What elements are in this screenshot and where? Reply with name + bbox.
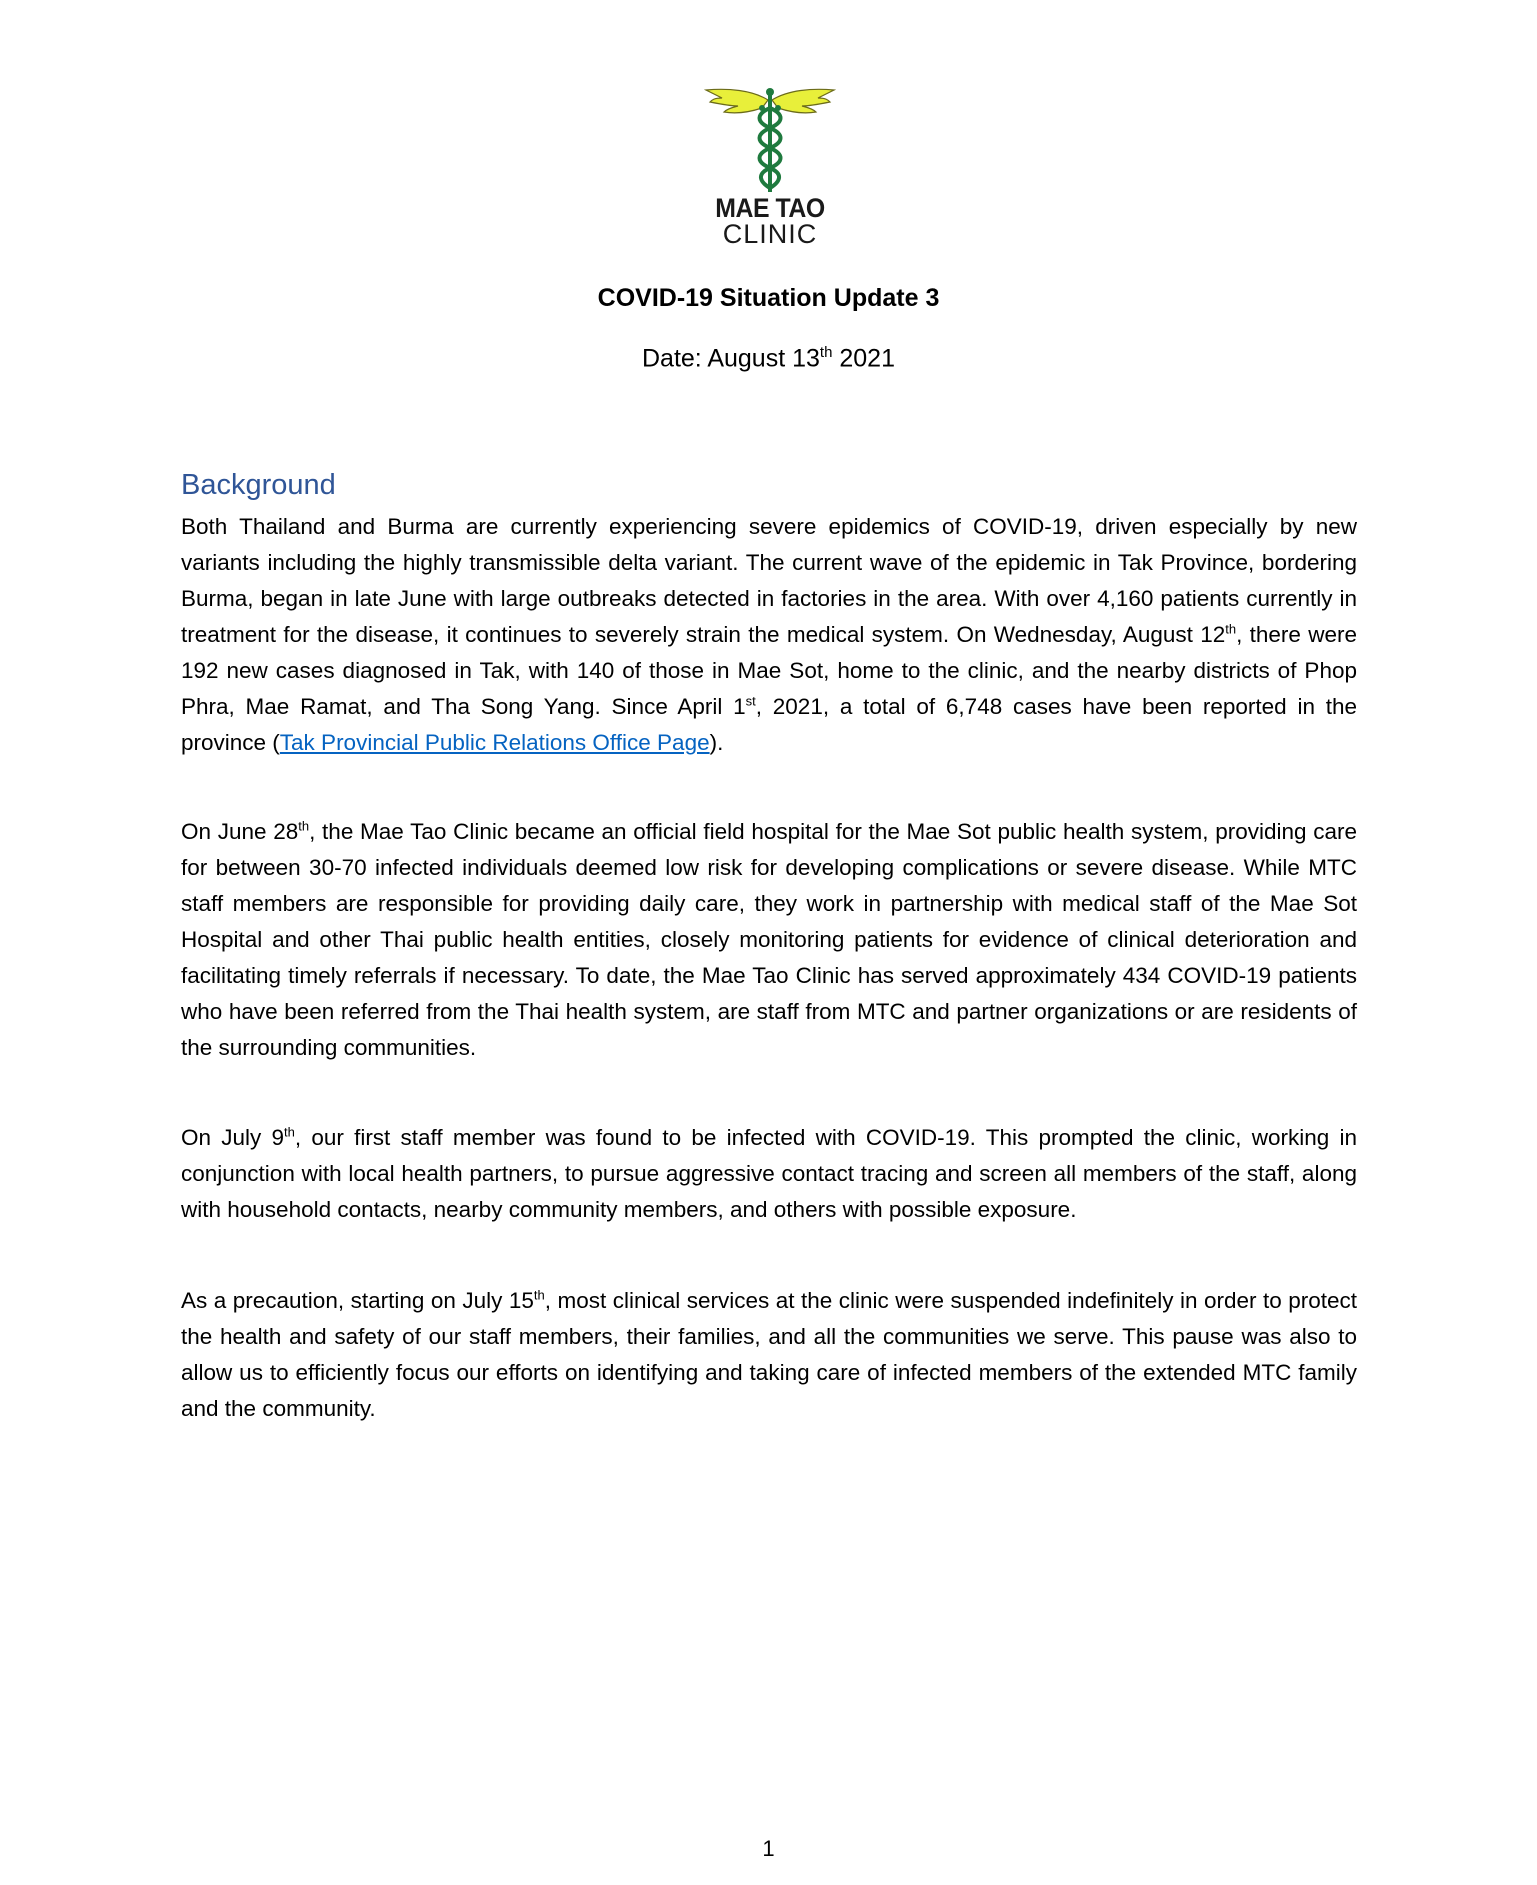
logo-text-clinic: CLINIC <box>722 219 818 249</box>
document-title: COVID-19 Situation Update 3 <box>597 284 940 312</box>
section-heading-background: Background <box>181 469 336 501</box>
mae-tao-clinic-logo <box>700 86 840 250</box>
page-number: 1 <box>762 1836 775 1861</box>
caduceus-icon <box>700 86 840 196</box>
logo-text-mae-tao: MAE TAO <box>715 193 825 223</box>
paragraph-1: Both Thailand and Burma are currently experiencing severe epidemics of COVID-19, driven especially by new variants including the highly transmissible delta variant. The current wave of the epidemic in Tak Province, bordering Burma, began in late June with large outbreaks detected in factories in the area. With over 4,160 patients currently in treatment for the disease, it continues to severely strain the medical system. On Wednesday, August 12th, there were 192 new cases diagnosed in Tak, with 140 of those in Mae Sot, home to the clinic, and the nearby districts of Phop Phra, Mae Ramat, and Tha Song Yang. Since April 1st, 2021, a total of 6,748 cases have been reported in the province (Tak Provincial Public Relations Office Page). <box>181 514 1357 755</box>
paragraph-2: On June 28th, the Mae Tao Clinic became an official field hospital for the Mae Sot public health system, providing care for between 30-70 infected individuals deemed low risk for developing complications or severe disease. While MTC staff members are responsible for providing daily care, they work in partnership with medical staff of the Mae Sot Hospital and other Thai public health entities, closely monitoring patients for evidence of clinical deterioration and facilitating timely referrals if necessary. To date, the Mae Tao Clinic has served approximately 434 COVID-19 patients who have been referred from the Thai health system, are staff from MTC and partner organizations or are residents of the surrounding communities. <box>181 818 1357 1060</box>
document-date: Date: August 13th 2021 <box>642 344 895 373</box>
paragraph-3: On July 9th, our first staff member was found to be infected with COVID-19. This prompted the clinic, working in conjunction with local health partners, to pursue aggressive contact tracing and screen all members of the staff, along with household contacts, nearby community members, and others with possible exposure. <box>181 1124 1357 1222</box>
paragraph-4: As a precaution, starting on July 15th, most clinical services at the clinic were suspended indefinitely in order to protect the health and safety of our staff members, their families, and all the communities we serve. This pause was also to allow us to efficiently focus our efforts on identifying and taking care of infected members of the extended MTC family and the community. <box>181 1287 1358 1421</box>
tak-provincial-office-link[interactable]: Tak Provincial Public Relations Office Page <box>279 730 710 755</box>
